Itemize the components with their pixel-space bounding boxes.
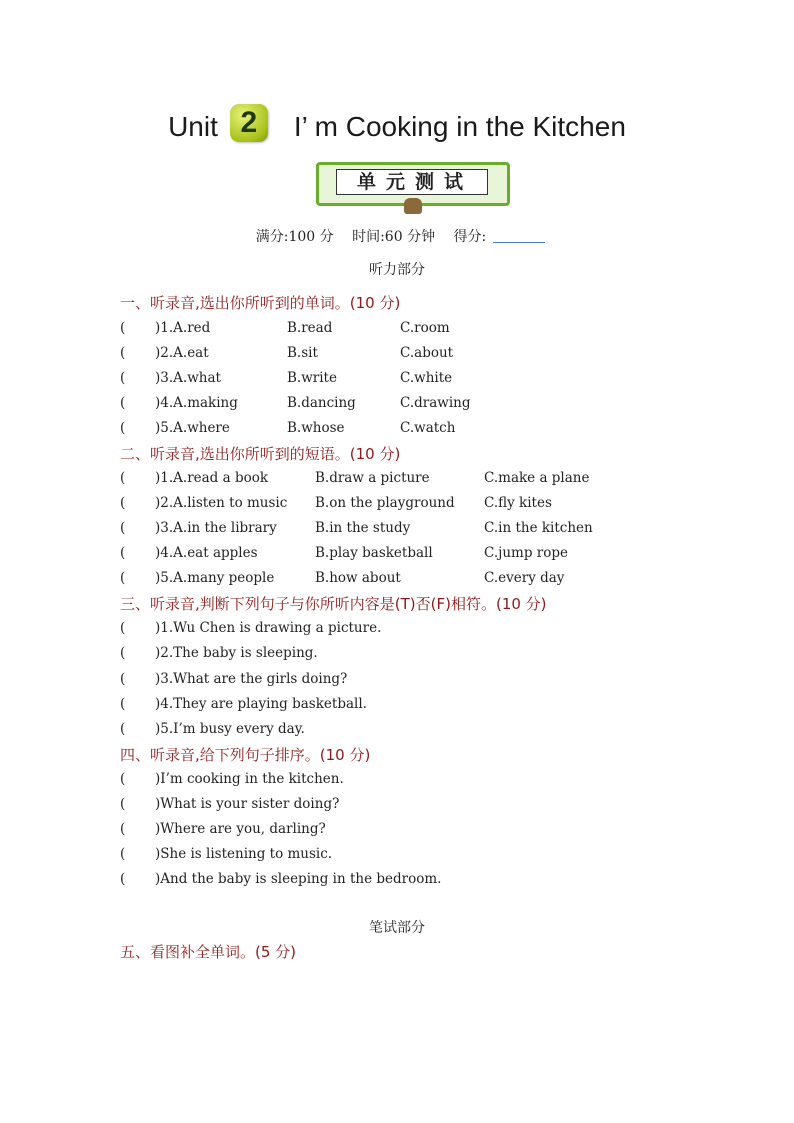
option-a: )5.A.many people	[155, 570, 275, 586]
score-label: 得分:	[453, 229, 487, 245]
unit-number-badge: 2	[230, 104, 268, 142]
option-b: B.draw a picture	[315, 470, 430, 486]
option-c: C.in the kitchen	[484, 520, 593, 536]
option-a: )3.A.what	[155, 370, 221, 386]
option-b: B.whose	[287, 420, 345, 436]
option-c: C.drawing	[400, 395, 471, 411]
option-c: C.white	[400, 370, 453, 386]
option-a: )5.A.where	[155, 420, 230, 436]
option-a: )1.A.red	[155, 320, 211, 336]
statement: )4.They are playing basketball.	[155, 696, 367, 712]
statement: )1.Wu Chen is drawing a picture.	[155, 620, 382, 636]
option-a: )3.A.in the library	[155, 520, 277, 536]
option-b: B.play basketball	[315, 545, 433, 561]
option-b: B.on the playground	[315, 495, 455, 511]
section-5-title: 五、看图补全单词。(5 分)	[120, 943, 297, 961]
option-c: C.every day	[484, 570, 565, 586]
score-blank[interactable]	[493, 228, 545, 243]
sentence: )I’m cooking in the kitchen.	[155, 771, 344, 787]
sentence: )She is listening to music.	[155, 846, 333, 862]
writing-part-heading: 笔试部分	[369, 920, 425, 936]
statement: )2.The baby is sleeping.	[155, 645, 318, 661]
option-c: C.about	[400, 345, 454, 361]
option-c: C.watch	[400, 420, 456, 436]
option-a: )2.A.eat	[155, 345, 209, 361]
option-b: B.dancing	[287, 395, 356, 411]
option-c: C.jump rope	[484, 545, 568, 561]
section-1-title: 一、听录音,选出你所听到的单词。(10 分)	[120, 294, 401, 312]
option-b: B.read	[287, 320, 333, 336]
unit-title: I’ m Cooking in the Kitchen	[293, 111, 626, 142]
option-a: )4.A.eat apples	[155, 545, 258, 561]
score-info	[0, 226, 794, 246]
statement: )5.I’m busy every day.	[155, 721, 305, 737]
time-limit: 时间:60 分钟	[352, 229, 436, 245]
section-4-title: 四、听录音,给下列句子排序。(10 分)	[120, 746, 371, 764]
full-score: 满分:100 分	[255, 229, 334, 245]
sentence: )And the baby is sleeping in the bedroom.	[155, 871, 442, 887]
unit-label: Unit	[168, 111, 218, 142]
option-a: )1.A.read a book	[155, 470, 269, 486]
option-b: B.sit	[287, 345, 318, 361]
unit-test-badge	[316, 162, 510, 214]
option-a: )4.A.making	[155, 395, 238, 411]
page-title	[0, 104, 794, 143]
sentence: )Where are you, darling?	[155, 821, 326, 837]
option-b: B.how about	[315, 570, 401, 586]
statement: )3.What are the girls doing?	[155, 671, 348, 687]
listening-part-heading: 听力部分	[369, 262, 425, 278]
sentence: )What is your sister doing?	[155, 796, 340, 812]
section-3-title: 三、听录音,判断下列句子与你所听内容是(T)否(F)相符。(10 分)	[120, 595, 547, 613]
option-b: B.write	[287, 370, 337, 386]
section-2-title: 二、听录音,选出你所听到的短语。(10 分)	[120, 445, 401, 463]
option-a: )2.A.listen to music	[155, 495, 288, 511]
option-c: C.room	[400, 320, 450, 336]
option-c: C.make a plane	[484, 470, 590, 486]
option-b: B.in the study	[315, 520, 411, 536]
badge-label: 单元测试	[336, 169, 488, 195]
badge-hanger-icon	[404, 198, 422, 214]
option-c: C.fly kites	[484, 495, 552, 511]
